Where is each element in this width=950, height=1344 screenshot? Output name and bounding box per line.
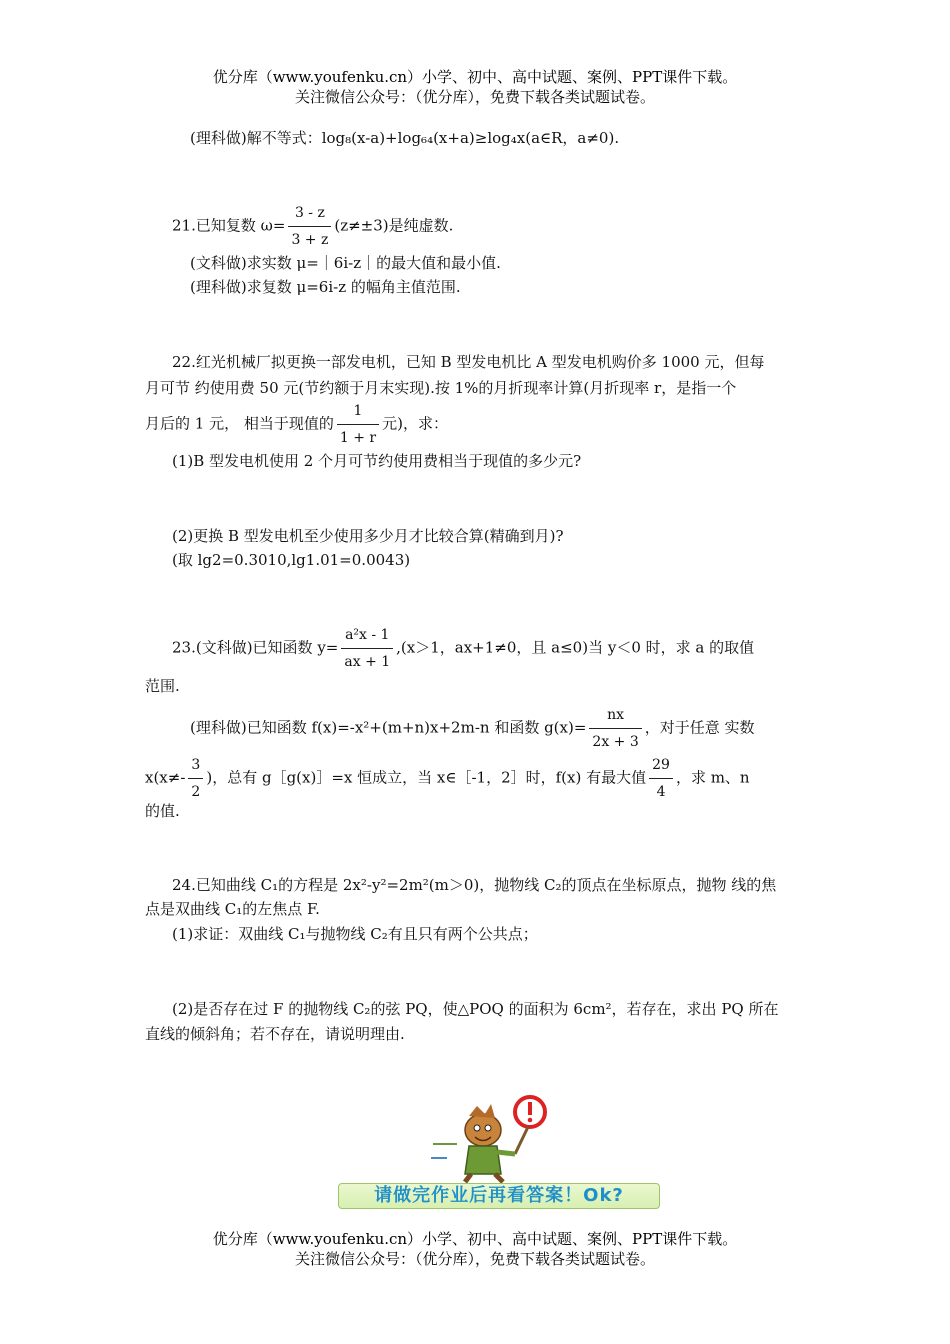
leg [465,1174,471,1182]
q21-suffix: (z≠±3)是纯虚数. [334,216,454,235]
q23-line-1 [172,624,754,673]
header-line-2: 关注微信公众号：（优分库），免费下载各类试题试卷。 [294,88,655,106]
q22-line-3-suffix: 元)，求： [382,414,448,433]
arm [497,1152,515,1154]
eye [474,1125,480,1131]
q23-frac-den: ax + 1 [344,654,391,670]
q23-like-frac-num: nx [589,704,641,729]
q23-frac2-num: 3 [188,754,203,779]
leg [495,1174,503,1182]
q22-line-3-prefix: 月后的 1 元， 相当于现值的 [145,414,334,433]
q21-fraction [288,202,331,251]
q23-suffix: ,(x＞1，ax+1≠0，且 a≤0)当 y＜0 时，求 a 的取值 [396,638,755,657]
q22-line-2: 月可节 约使用费 50 元(节约额于月末实现).按 1%的月折现率计算(月折现率 r，是指一个 [145,379,737,397]
q23-like-suffix: ，对于任意 实数 [644,718,755,737]
cartoon-boy-icon [425,1092,555,1184]
footer-line-2: 关注微信公众号：（优分库），免费下载各类试题试卷。 [294,1250,655,1268]
q21-prefix: 21.已知复数 ω= [172,216,286,235]
eye [485,1125,491,1131]
q23-frac3-den: 4 [656,784,666,800]
q21-like: (理科做)求复数 μ=6i-z 的幅角主值范围. [190,278,461,296]
q21-frac-num: 3 - z [288,202,331,227]
q23-line-4-b: )，总有 g［g(x)］=x 恒成立，当 x∈［-1，2］时，f(x) 有最大值 [206,768,647,787]
q22-part-1: (1)B 型发电机使用 2 个月可节约使用费相当于现值的多少元? [172,452,582,470]
q24-line-1: 24.已知曲线 C₁的方程是 2x²-y²=2m²(m＞0)，抛物线 C₂的顶点在坐标原点，抛物 线的焦 [172,876,777,894]
exclamation-bar [528,1102,532,1115]
q23-frac2-den: 2 [191,784,201,800]
exclamation-dot [528,1118,533,1123]
footer-line-1: 优分库（www.youfenku.cn）小学、初中、高中试题、案例、PPT课件下载。 [212,1230,738,1248]
q23-frac-max [649,754,673,803]
hair [469,1104,495,1118]
q21-line [172,202,453,251]
answer-reminder-banner: 请做完作业后再看答案！Ok? [338,1183,660,1209]
sign-stick [515,1127,528,1154]
q23-line-5: 的值. [145,802,180,820]
q22-frac-den: 1 + r [339,430,377,446]
q23-frac-three-halves [188,754,203,803]
header-line-1: 优分库（www.youfenku.cn）小学、初中、高中试题、案例、PPT课件下载。 [212,68,738,86]
q24-part-2-line-1: (2)是否存在过 F 的抛物线 C₂的弦 PQ，使△POQ 的面积为 6cm²，若存在，求出 PQ 所在 [172,1000,779,1018]
q22-hint: (取 lg2=0.3010,lg1.01=0.0043) [172,551,411,569]
q22-frac-num: 1 [337,400,379,425]
q22-fraction [337,400,379,449]
q23-like-frac-den: 2x + 3 [592,734,639,750]
body [465,1146,501,1174]
q23-line-4-c: ，求 m、n [675,768,750,787]
q22-line-1: 22.红光机械厂拟更换一部发电机，已知 B 型发电机比 A 型发电机购价多 1000 元，但每 [172,353,765,371]
q24-line-2: 点是双曲线 C₁的左焦点 F. [145,900,320,918]
q23-frac3-num: 29 [649,754,673,779]
q23-fraction [341,624,393,673]
q22-line-3 [145,400,448,449]
q21-frac-den: 3 + z [291,232,329,248]
q20-text: (理科做)解不等式：log₈(x-a)+log₆₄(x+a)≥log₄x(a∈R，a≠0). [190,129,620,147]
q24-part-2-line-2: 直线的倾斜角；若不存在，请说明理由. [145,1025,405,1043]
q23-like-prefix: (理科做)已知函数 f(x)=-x²+(m+n)x+2m-n 和函数 g(x)= [190,718,587,737]
q22-part-2: (2)更换 B 型发电机至少使用多少月才比较合算(精确到月)? [172,527,564,545]
q21-wenke: (文科做)求实数 μ=｜6i-z｜的最大值和最小值. [190,254,501,272]
q23-prefix: 23.(文科做)已知函数 y= [172,638,339,657]
q24-part-1: (1)求证：双曲线 C₁与抛物线 C₂有且只有两个公共点； [172,925,538,943]
q23-line-2: 范围. [145,677,180,695]
q23-line-4-a: x(x≠- [145,768,186,787]
q23-like-fraction [589,704,641,753]
q23-frac-num: a²x - 1 [341,624,393,649]
q23-like-line [190,704,755,753]
q23-line-4 [145,754,750,803]
